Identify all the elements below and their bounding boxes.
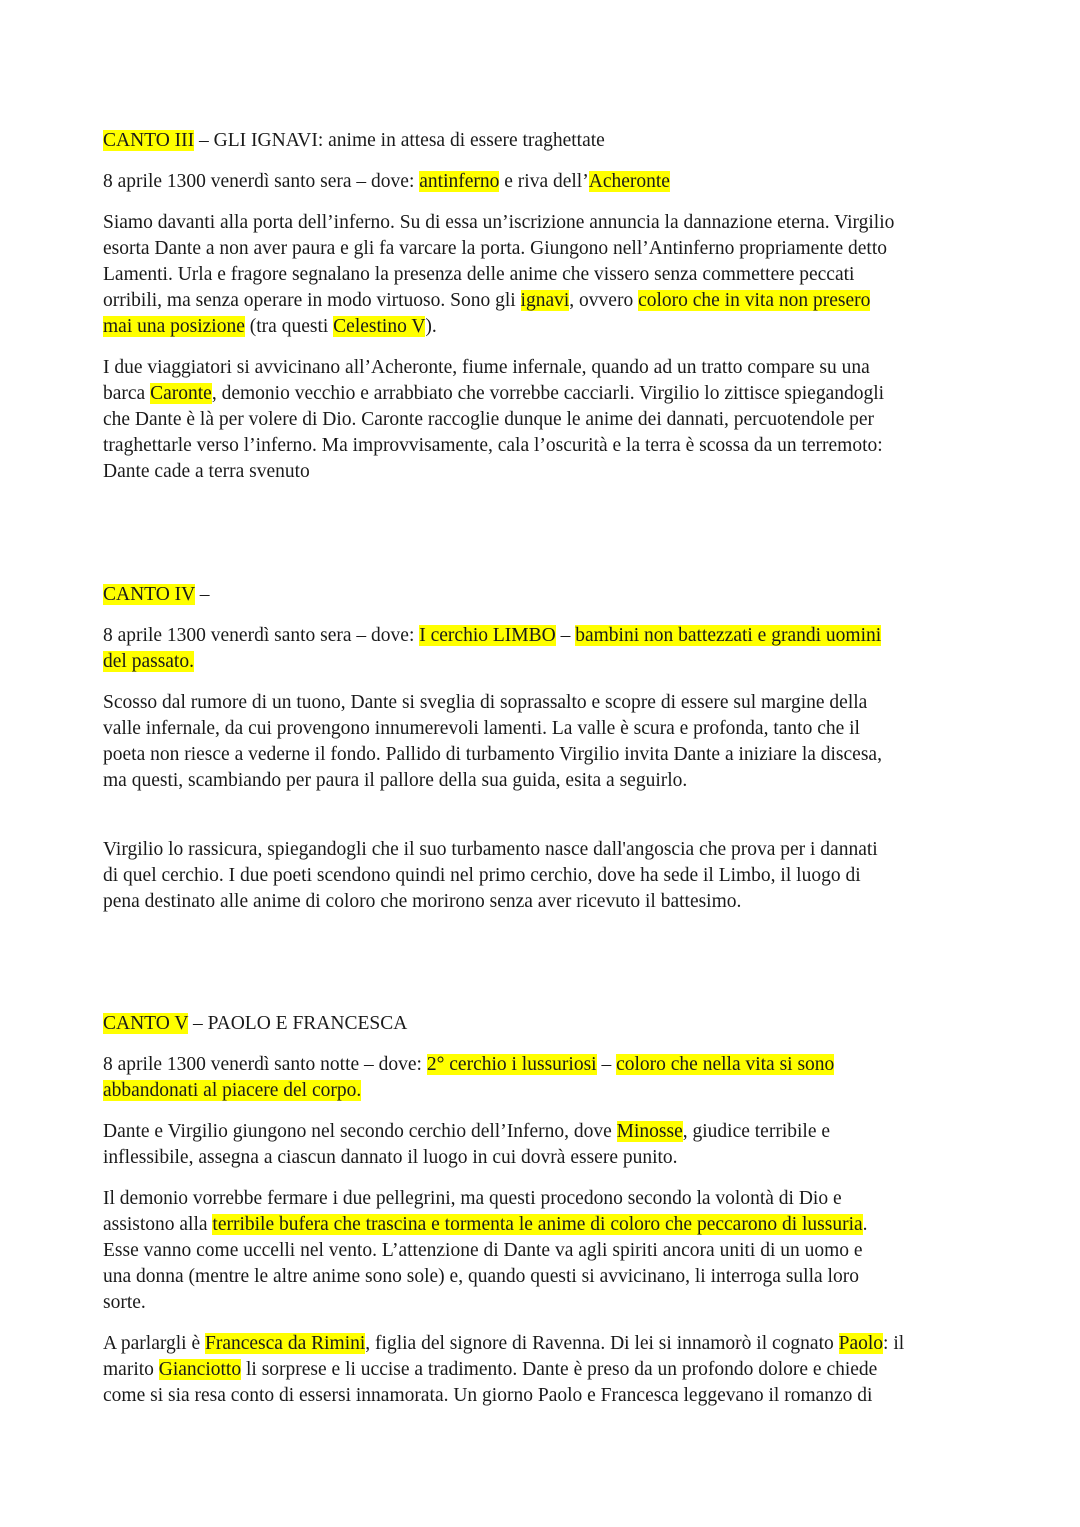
- text-segment: Esse vanno come uccelli nel vento. L’attenzione di Dante va agli spiriti ancora uniti di un uomo e: [103, 1240, 863, 1261]
- text-line: [103, 1331, 904, 1357]
- highlighted-text: abbandonati al piacere del corpo.: [103, 1080, 362, 1101]
- text-segment: –: [194, 584, 210, 605]
- highlighted-text: Caronte: [150, 383, 212, 404]
- highlighted-text: ignavi: [520, 290, 570, 311]
- text-segment: Lamenti. Urla e fragore segnalano la presenza delle anime che vissero senza commettere peccati: [103, 264, 855, 285]
- highlighted-text: bambini non battezzati e grandi uomini: [575, 625, 882, 646]
- text-segment: Dante cade a terra svenuto: [103, 461, 310, 482]
- highlighted-text: Gianciotto: [158, 1359, 242, 1380]
- text-line: [103, 210, 894, 236]
- highlighted-text: Paolo: [838, 1333, 884, 1354]
- text-line: [103, 381, 884, 407]
- text-line: [103, 582, 210, 608]
- highlighted-text: CANTO IV: [103, 584, 195, 605]
- text-segment: che Dante è là per volere di Dio. Caronte raccoglie dunque le anime dei dannati, percuotendole per: [103, 409, 875, 430]
- text-line: [103, 1011, 407, 1037]
- text-segment: inflessibile, assegna a ciascun dannato il luogo in cui dovrà essere punito.: [103, 1147, 678, 1168]
- text-segment: – GLI IGNAVI: anime in attesa di essere traghettate: [194, 130, 605, 151]
- highlighted-text: coloro che nella vita si sono: [616, 1054, 835, 1075]
- text-segment: 8 aprile 1300 venerdì santo notte – dove:: [103, 1054, 427, 1075]
- highlighted-text: Minosse: [616, 1121, 683, 1142]
- text-segment: traghettarle verso l’inferno. Ma improvvisamente, cala l’oscurità e la terra è scossa da un terremoto:: [103, 435, 883, 456]
- highlighted-text: del passato.: [103, 651, 194, 672]
- text-line: [103, 1357, 877, 1383]
- text-line: [103, 433, 883, 459]
- text-line: [103, 837, 878, 863]
- text-segment: , ovvero: [569, 290, 639, 311]
- text-segment: Il demonio vorrebbe fermare i due pellegrini, ma questi procedono secondo la volontà di Dio e: [103, 1188, 842, 1209]
- text-line: [103, 128, 605, 154]
- text-segment: barca: [103, 383, 151, 404]
- highlighted-text: Francesca da Rimini: [205, 1333, 366, 1354]
- text-segment: li sorprese e li uccise a tradimento. Dante è preso da un profondo dolore e chiede: [241, 1359, 878, 1380]
- text-segment: esorta Dante a non aver paura e gli fa varcare la porta. Giungono nell’Antinferno propriamente detto: [103, 238, 888, 259]
- text-segment: marito: [103, 1359, 159, 1380]
- highlighted-text: 2° cerchio i lussuriosi: [426, 1054, 597, 1075]
- highlighted-text: Celestino V: [333, 316, 426, 337]
- text-line: [103, 1290, 146, 1316]
- highlighted-text: mai una posizione: [103, 316, 245, 337]
- text-segment: valle infernale, da cui provengono innumerevoli lamenti. La valle è scura e profonda, tanto che il: [103, 718, 860, 739]
- text-line: [103, 1238, 863, 1264]
- text-segment: ma questi, scambiando per paura il pallore della sua guida, esita a seguirlo.: [103, 770, 688, 791]
- text-segment: , giudice terribile e: [682, 1121, 831, 1142]
- text-segment: , demonio vecchio e arrabbiato che vorrebbe cacciarli. Virgilio lo zittisce spiegandogli: [211, 383, 885, 404]
- text-line: [103, 1078, 361, 1104]
- text-segment: : il: [883, 1333, 905, 1354]
- text-line: [103, 1145, 678, 1171]
- text-line: [103, 1212, 868, 1238]
- highlighted-text: antinferno: [419, 171, 500, 192]
- highlighted-text: Acheronte: [588, 171, 670, 192]
- text-line: [103, 768, 687, 794]
- text-segment: – PAOLO E FRANCESCA: [188, 1013, 408, 1034]
- text-segment: e riva dell’: [499, 171, 589, 192]
- text-line: [103, 863, 861, 889]
- text-segment: come si sia resa conto di essersi innamorata. Un giorno Paolo e Francesca leggevano il romanzo di: [103, 1385, 873, 1406]
- text-line: [103, 1119, 830, 1145]
- text-segment: poeta non riesce a vederne il fondo. Pallido di turbamento Virgilio invita Dante a iniziare la discesa,: [103, 744, 882, 765]
- text-segment: I due viaggiatori si avvicinano all’Acheronte, fiume infernale, quando ad un tratto compare su una: [103, 357, 870, 378]
- text-line: [103, 288, 870, 314]
- text-segment: ).: [425, 316, 437, 337]
- text-segment: di quel cerchio. I due poeti scendono quindi nel primo cerchio, dove ha sede il Limbo, il luogo di: [103, 865, 861, 886]
- text-line: [103, 742, 882, 768]
- text-segment: , figlia del signore di Ravenna. Di lei si innamorò il cognato: [365, 1333, 839, 1354]
- text-line: [103, 459, 310, 485]
- text-segment: sorte.: [103, 1292, 146, 1313]
- text-segment: Virgilio lo rassicura, spiegandogli che il suo turbamento nasce dall'angoscia che prova per i dannati: [103, 839, 878, 860]
- text-line: [103, 1383, 872, 1409]
- text-segment: 8 aprile 1300 venerdì santo sera – dove:: [103, 625, 420, 646]
- text-line: [103, 716, 860, 742]
- text-segment: (tra questi: [244, 316, 334, 337]
- text-segment: .: [862, 1214, 868, 1235]
- text-line: [103, 649, 194, 675]
- text-line: [103, 1186, 842, 1212]
- text-line: [103, 1264, 859, 1290]
- text-segment: Siamo davanti alla porta dell’inferno. Su di essa un’iscrizione annuncia la dannazione eterna. Virgilio: [103, 212, 895, 233]
- text-segment: A parlargli è: [103, 1333, 205, 1354]
- highlighted-text: terribile bufera che trascina e tormenta le anime di coloro che peccarono di lussuria: [212, 1214, 863, 1235]
- highlighted-text: I cerchio LIMBO: [419, 625, 556, 646]
- text-line: [103, 262, 854, 288]
- text-segment: –: [596, 1054, 617, 1075]
- text-line: [103, 623, 881, 649]
- text-segment: Scosso dal rumore di un tuono, Dante si sveglia di soprassalto e scopre di essere sul margine della: [103, 692, 868, 713]
- text-line: [103, 407, 874, 433]
- text-segment: assistono alla: [103, 1214, 213, 1235]
- text-line: [103, 690, 867, 716]
- text-line: [103, 889, 741, 915]
- text-line: [103, 1052, 834, 1078]
- highlighted-text: CANTO III: [103, 130, 195, 151]
- text-segment: una donna (mentre le altre anime sono sole) e, quando questi si avvicinano, li interroga sulla loro: [103, 1266, 859, 1287]
- text-segment: 8 aprile 1300 venerdì santo sera – dove:: [103, 171, 420, 192]
- text-segment: –: [555, 625, 576, 646]
- text-segment: Dante e Virgilio giungono nel secondo cerchio dell’Inferno, dove: [103, 1121, 617, 1142]
- text-line: [103, 236, 887, 262]
- text-segment: pena destinato alle anime di coloro che morirono senza aver ricevuto il battesimo.: [103, 891, 742, 912]
- highlighted-text: coloro che in vita non presero: [638, 290, 871, 311]
- text-line: [103, 314, 437, 340]
- text-line: [103, 355, 870, 381]
- highlighted-text: CANTO V: [103, 1013, 189, 1034]
- text-segment: orribili, ma senza operare in modo virtuoso. Sono gli: [103, 290, 521, 311]
- text-line: [103, 169, 670, 195]
